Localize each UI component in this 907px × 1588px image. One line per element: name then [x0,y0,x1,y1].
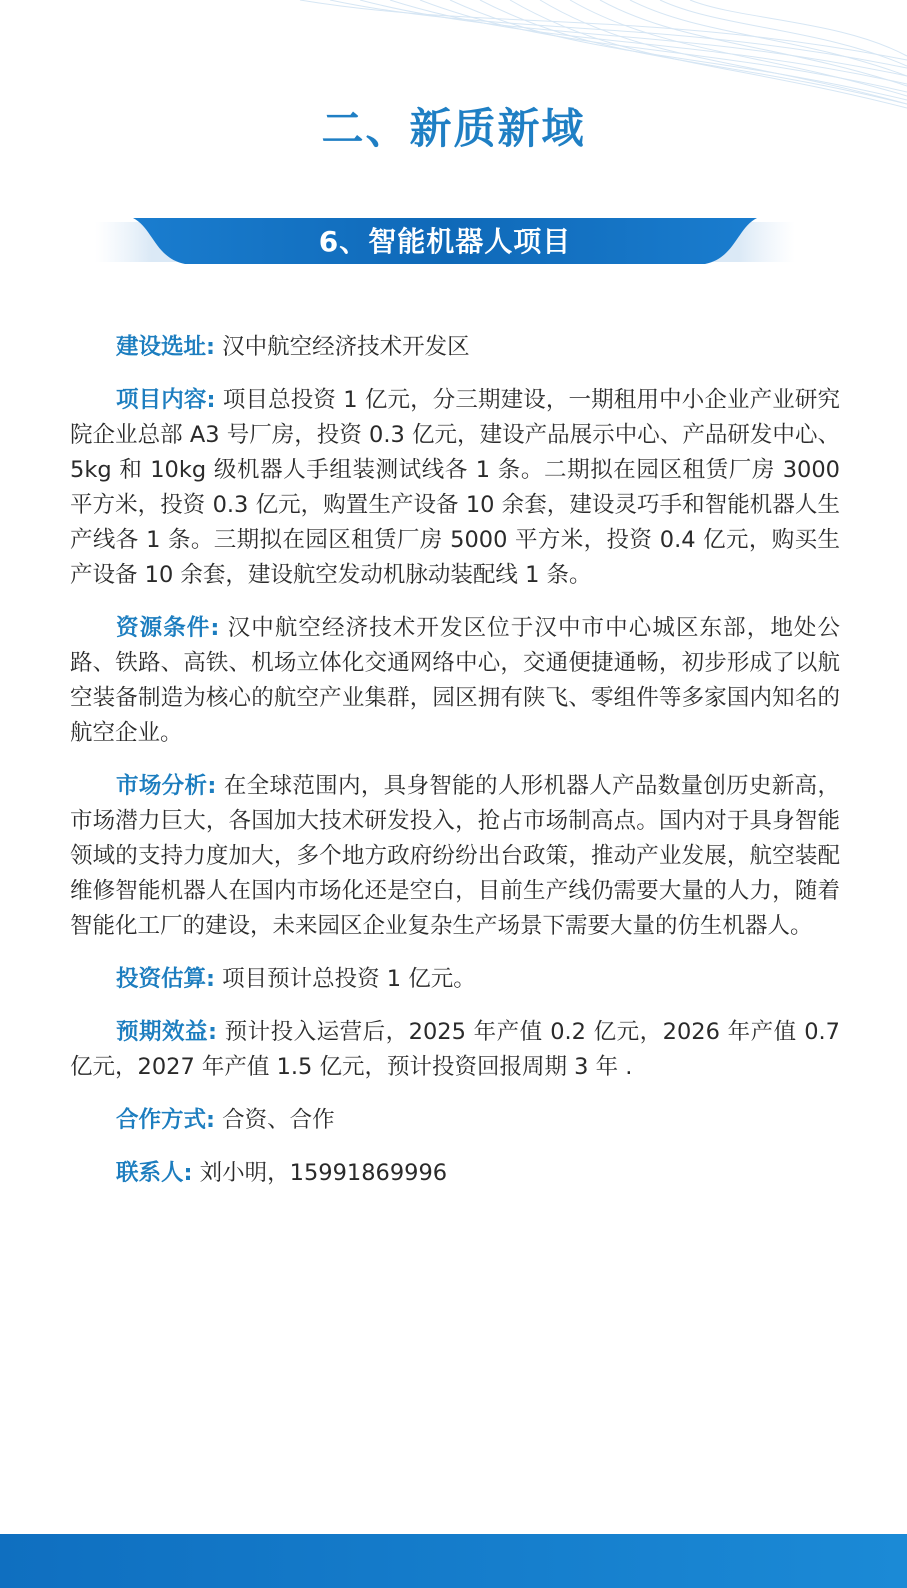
field-value: 汉中航空经济技术开发区 [215,334,470,360]
project-title-banner [95,218,795,266]
field-value: 项目总投资 1 亿元，分三期建设，一期租用中小企业产业研究院企业总部 A3 号厂房，投资 0.3 亿元，建设产品展示中心、产品研发中心、5kg 和 10kg 级机器人手组装测试线各 1 条。二期拟在园区租赁厂房 3000 平方米，投资 0.3 亿元，购置生产设备 10 余套，建设灵巧手和智能机器人生产线各 1 条。三期拟在园区租赁厂房 5000 平方米，投资 0.4 亿元，购买生产设备 10 余套，建设航空发动机脉动装配线 1 条。 [70,387,840,588]
field-label: 市场分析: [116,773,217,799]
field-label: 项目内容: [116,387,216,413]
field-value: 在全球范围内，具身智能的人形机器人产品数量创历史新高，市场潜力巨大，各国加大技术研发投入，抢占市场制高点。国内对于具身智能领域的支持力度加大，多个地方政府纷纷出台政策，推动产业发展，航空装配维修智能机器人在国内市场化还是空白，目前生产线仍需要大量的人力，随着智能化工厂的建设，未来园区企业复杂生产场景下需要大量的仿生机器人。 [70,773,841,939]
field-location [70,330,840,365]
field-expected-benefit [70,1015,840,1085]
field-value: 汉中航空经济技术开发区位于汉中市中心城区东部，地处公路、铁路、高铁、机场立体化交通网络中心，交通便捷通畅，初步形成了以航空装备制造为核心的航空产业集群，园区拥有陕飞、零组件等多家国内知名的航空企业。 [70,615,841,746]
field-investment [70,962,840,997]
field-project-content [70,383,840,593]
banner-title: 6、智能机器人项目 [318,225,572,258]
field-value: 合资、合作 [215,1107,335,1133]
decorative-wave-lines [0,0,907,110]
field-contact [70,1156,840,1191]
field-label: 投资估算: [116,966,215,992]
field-label: 预期效益: [116,1019,217,1045]
field-value: 预计投入运营后，2025 年产值 0.2 亿元，2026 年产值 0.7 亿元，2027 年产值 1.5 亿元，预计投资回报周期 3 年 . [70,1019,840,1080]
field-label: 合作方式: [116,1107,215,1133]
field-label: 资源条件: [116,615,220,641]
field-label: 建设选址: [116,334,215,360]
bottom-bar [0,1534,907,1588]
project-details [70,330,840,1209]
field-value: 项目预计总投资 1 亿元。 [215,966,476,992]
field-resources [70,611,840,751]
field-label: 联系人: [116,1160,193,1186]
field-value: 刘小明，15991869996 [192,1160,448,1186]
section-title: 二、新质新域 [321,104,586,153]
field-market-analysis [70,769,840,944]
field-cooperation [70,1103,840,1138]
